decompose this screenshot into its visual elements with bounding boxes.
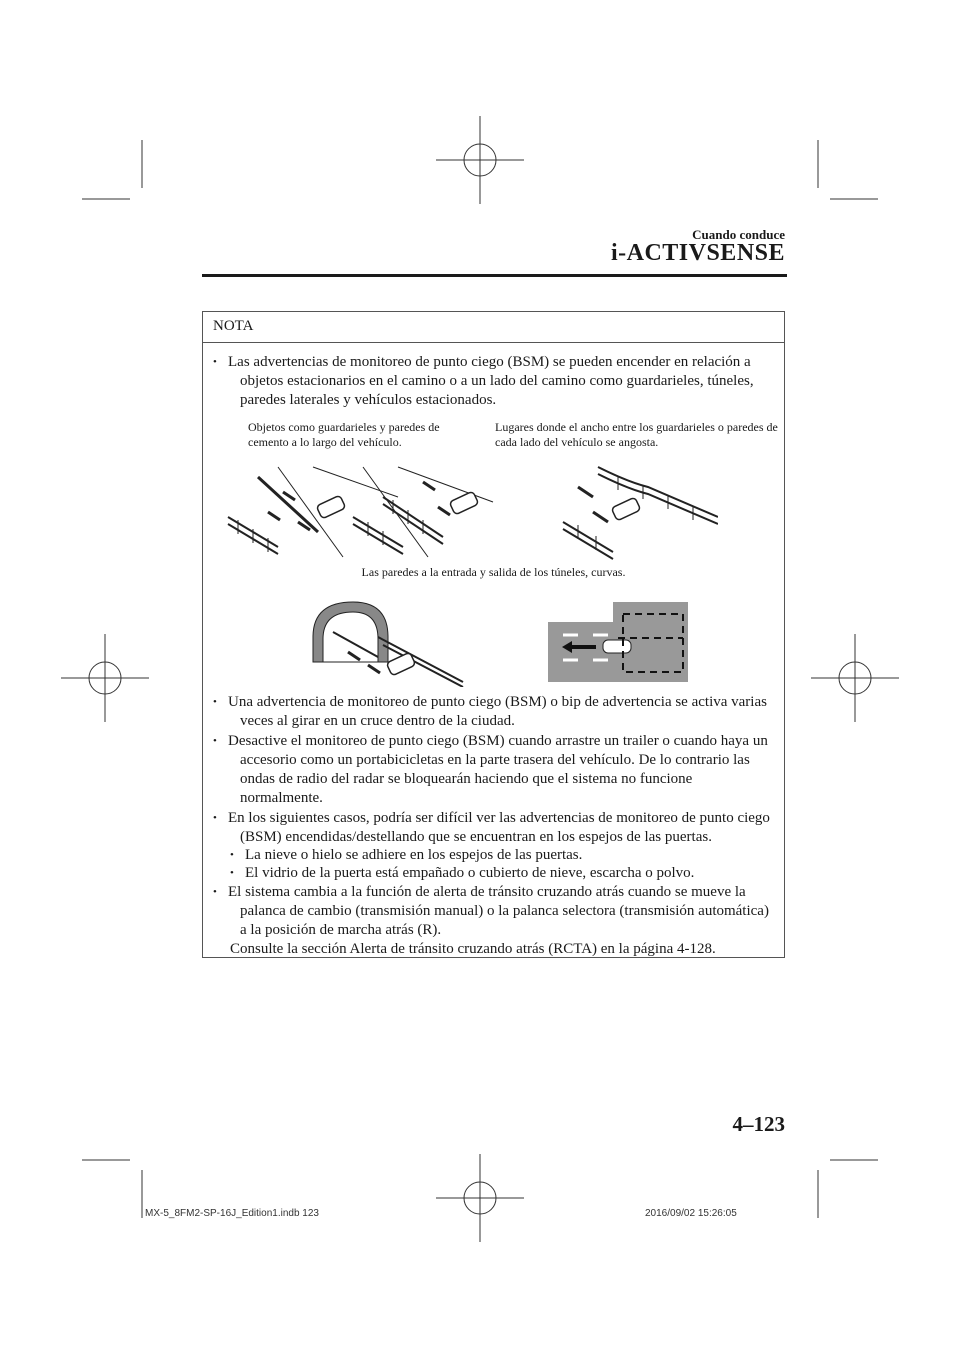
bullet-icon: •: [213, 812, 217, 824]
caption-guardrails: Objetos como guardarieles y paredes de cemento a lo largo del vehículo.: [248, 420, 440, 449]
note-header: [203, 312, 784, 343]
bullet-rcta: • El sistema cambia a la función de alerta de tránsito cruzando atrás cuando se mueve la palanca de cambio (transmisión manual) o la palanca selectora (transmisión automática) a la posición de marcha atrás (R).: [213, 884, 769, 938]
illustration-guardrail-roads: [223, 462, 523, 572]
bullet-icon: •: [213, 696, 217, 708]
bullet-icon: •: [213, 735, 217, 747]
bullet-trailer: • Desactive el monitoreo de punto ciego (BSM) cuando arrastre un trailer o cuando haya un accesorio como un portabicicletas en la parte trasera del vehículo. De lo contrario las ondas de radio del radar se bloquearán haciendo que el sistema no funcione normalmente.: [213, 733, 768, 806]
caption-narrowing: Lugares donde el ancho entre los guardarieles o paredes de cada lado del vehículo se angosta.: [495, 420, 778, 449]
bullet-icon: •: [230, 867, 234, 879]
bullet-icon: •: [230, 849, 234, 861]
note-box: [202, 311, 785, 958]
bullet-intersection-warning: • Una advertencia de monitoreo de punto ciego (BSM) o bip de advertencia se activa varias veces al girar en un cruce dentro de la ciudad.: [213, 694, 767, 729]
footer-file: MX-5_8FM2-SP-16J_Edition1.indb 123: [145, 1208, 319, 1219]
header-rule: [202, 274, 787, 277]
illustration-curve-detection-zone: [548, 602, 688, 682]
bullet-stationary-objects: • Las advertencias de monitoreo de punto ciego (BSM) se pueden encender en relación a objetos estacionarios en el camino o a un lado del camino como guardarieles, túneles, paredes laterales y vehículos estacionados.: [213, 354, 754, 408]
illustration-tunnel: [308, 597, 468, 687]
sub-bullet-glass: • El vidrio de la puerta está empañado o cubierto de nieve, escarcha o polvo.: [230, 865, 695, 881]
page-title: i-ACTIVSENSE: [610, 240, 785, 266]
bullet-icon: •: [213, 886, 217, 898]
rcta-reference: Consulte la sección Alerta de tránsito cruzando atrás (RCTA) en la página 4-128.: [230, 941, 716, 957]
bullet-mirror-visibility: • En los siguientes casos, podría ser difícil ver las advertencias de monitoreo de punto ciego (BSM) encendidas/destellando que se encuentran en los espejos de las puertas.: [213, 810, 770, 845]
caption-tunnels: Las paredes a la entrada y salida de los túneles, curvas.: [361, 565, 626, 579]
section-label: Cuando conduce: [692, 227, 785, 242]
sub-bullet-snow: • La nieve o hielo se adhiere en los espejos de las puertas.: [230, 847, 583, 863]
page-number: 4–123: [732, 1112, 785, 1136]
illustration-narrowing-road: [558, 462, 718, 562]
bullet-icon: •: [213, 356, 217, 368]
note-title: NOTA: [213, 318, 254, 334]
footer-timestamp: 2016/09/02 15:26:05: [645, 1208, 737, 1219]
